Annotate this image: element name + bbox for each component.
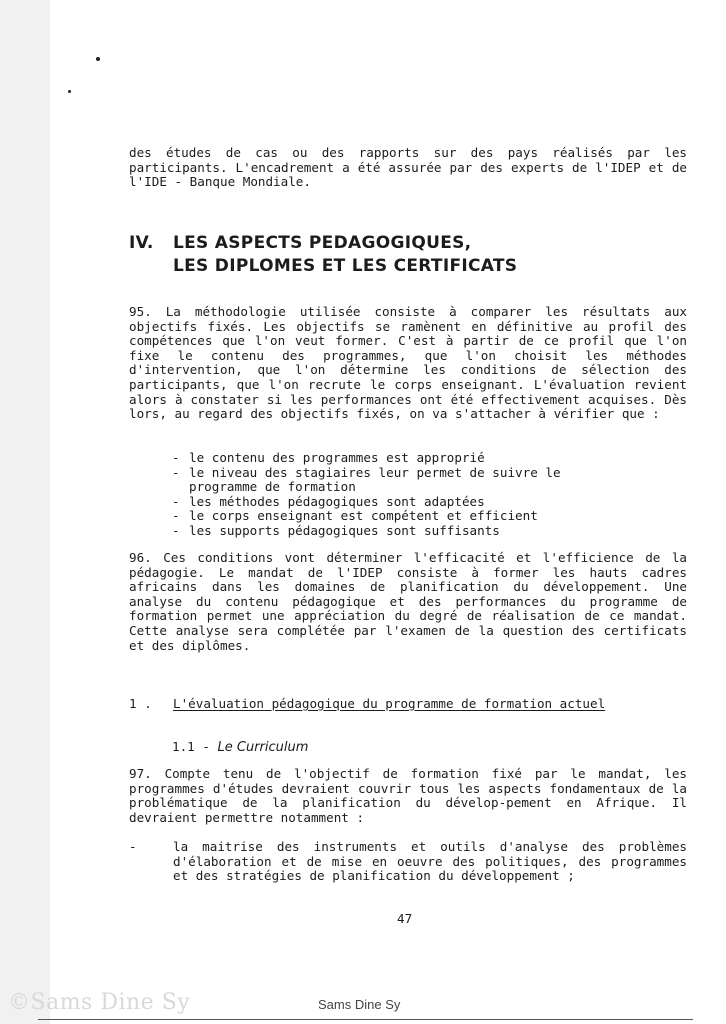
dash-item-text: la maitrise des instruments et outils d'analyse des problèmes d'élaboration et de mise en oeuvre des politiques, des programmes et des stratégies de planification du développement ; — [173, 839, 687, 884]
scan-speck — [68, 90, 71, 93]
section-title-line1: LES ASPECTS PEDAGOGIQUES, — [173, 233, 472, 253]
subsection-1-heading — [129, 696, 605, 711]
section-title-line2: LES DIPLOMES ET LES CERTIFICATS — [173, 256, 518, 276]
section-heading — [129, 232, 517, 278]
subsection-number: 1 . — [129, 696, 152, 711]
paragraph-96: 96. Ces conditions vont déterminer l'efficacité et l'efficience de la pédagogie. Le mandat de l'IDEP consiste à former les hauts cadres africains dans les domaines de planification du développement. Une analyse du contenu pédagogique et des performances du programme de formation permet une appréciation du degré de réalisation de ce mandat. Cette analyse sera complétée par l'examen de la question des certificats et des diplômes. — [129, 550, 687, 653]
dash-list-item — [129, 840, 687, 884]
watermark: ©Sams Dine Sy — [8, 990, 191, 1015]
subsection-number: 1.1 - — [172, 739, 210, 754]
paragraph-97: 97. Compte tenu de l'objectif de formation fixé par le mandat, les programmes d'études devraient couvrir tous les aspects fondamentaux de la problématique de la planification du dévelop-pement en Afrique. Il devraient permettre notamment : — [129, 766, 687, 825]
list-item: - le corps enseignant est compétent et efficient — [172, 509, 632, 524]
scan-speck — [96, 57, 100, 61]
page-number: 47 — [397, 911, 413, 926]
list-item: - les supports pédagogiques sont suffisants — [172, 524, 632, 539]
subsection-title: L'évaluation pédagogique du programme de formation actuel — [173, 696, 606, 711]
footer-text: Sams Dine Sy — [318, 997, 401, 1012]
subsection-1-1-heading — [172, 739, 308, 755]
section-number: IV. — [129, 233, 154, 253]
dash-marker: - — [129, 839, 137, 854]
footer-rule — [38, 1019, 693, 1020]
intro-paragraph: des études de cas ou des rapports sur des pays réalisés par les participants. L'encadrement a été assurée par des experts de l'IDEP et de l'IDE - Banque Mondiale. — [129, 145, 687, 190]
list-item: - le contenu des programmes est approprié — [172, 451, 632, 466]
subsection-title: Le Curriculum — [217, 740, 309, 755]
list-item: - le niveau des stagiaires leur permet de suivre le programme de formation — [172, 466, 632, 495]
criteria-list — [172, 451, 632, 539]
list-item: - les méthodes pédagogiques sont adaptées — [172, 495, 632, 510]
paragraph-95: 95. La méthodologie utilisée consiste à comparer les résultats aux objectifs fixés. Les objectifs se ramènent en définitive au profil des compétences que l'on veut former. C'est à partir de ce profil que l'on fixe le contenu des programmes, que l'on choisit les méthodes d'intervention, que l'on détermine les conditions de sélection des participants, que l'on recrute le corps enseignant. L'évaluation revient alors à constater si les performances ont été effectivement acquises. Dès lors, au regard des objectifs fixés, on va s'attacher à vérifier que : — [129, 304, 687, 422]
